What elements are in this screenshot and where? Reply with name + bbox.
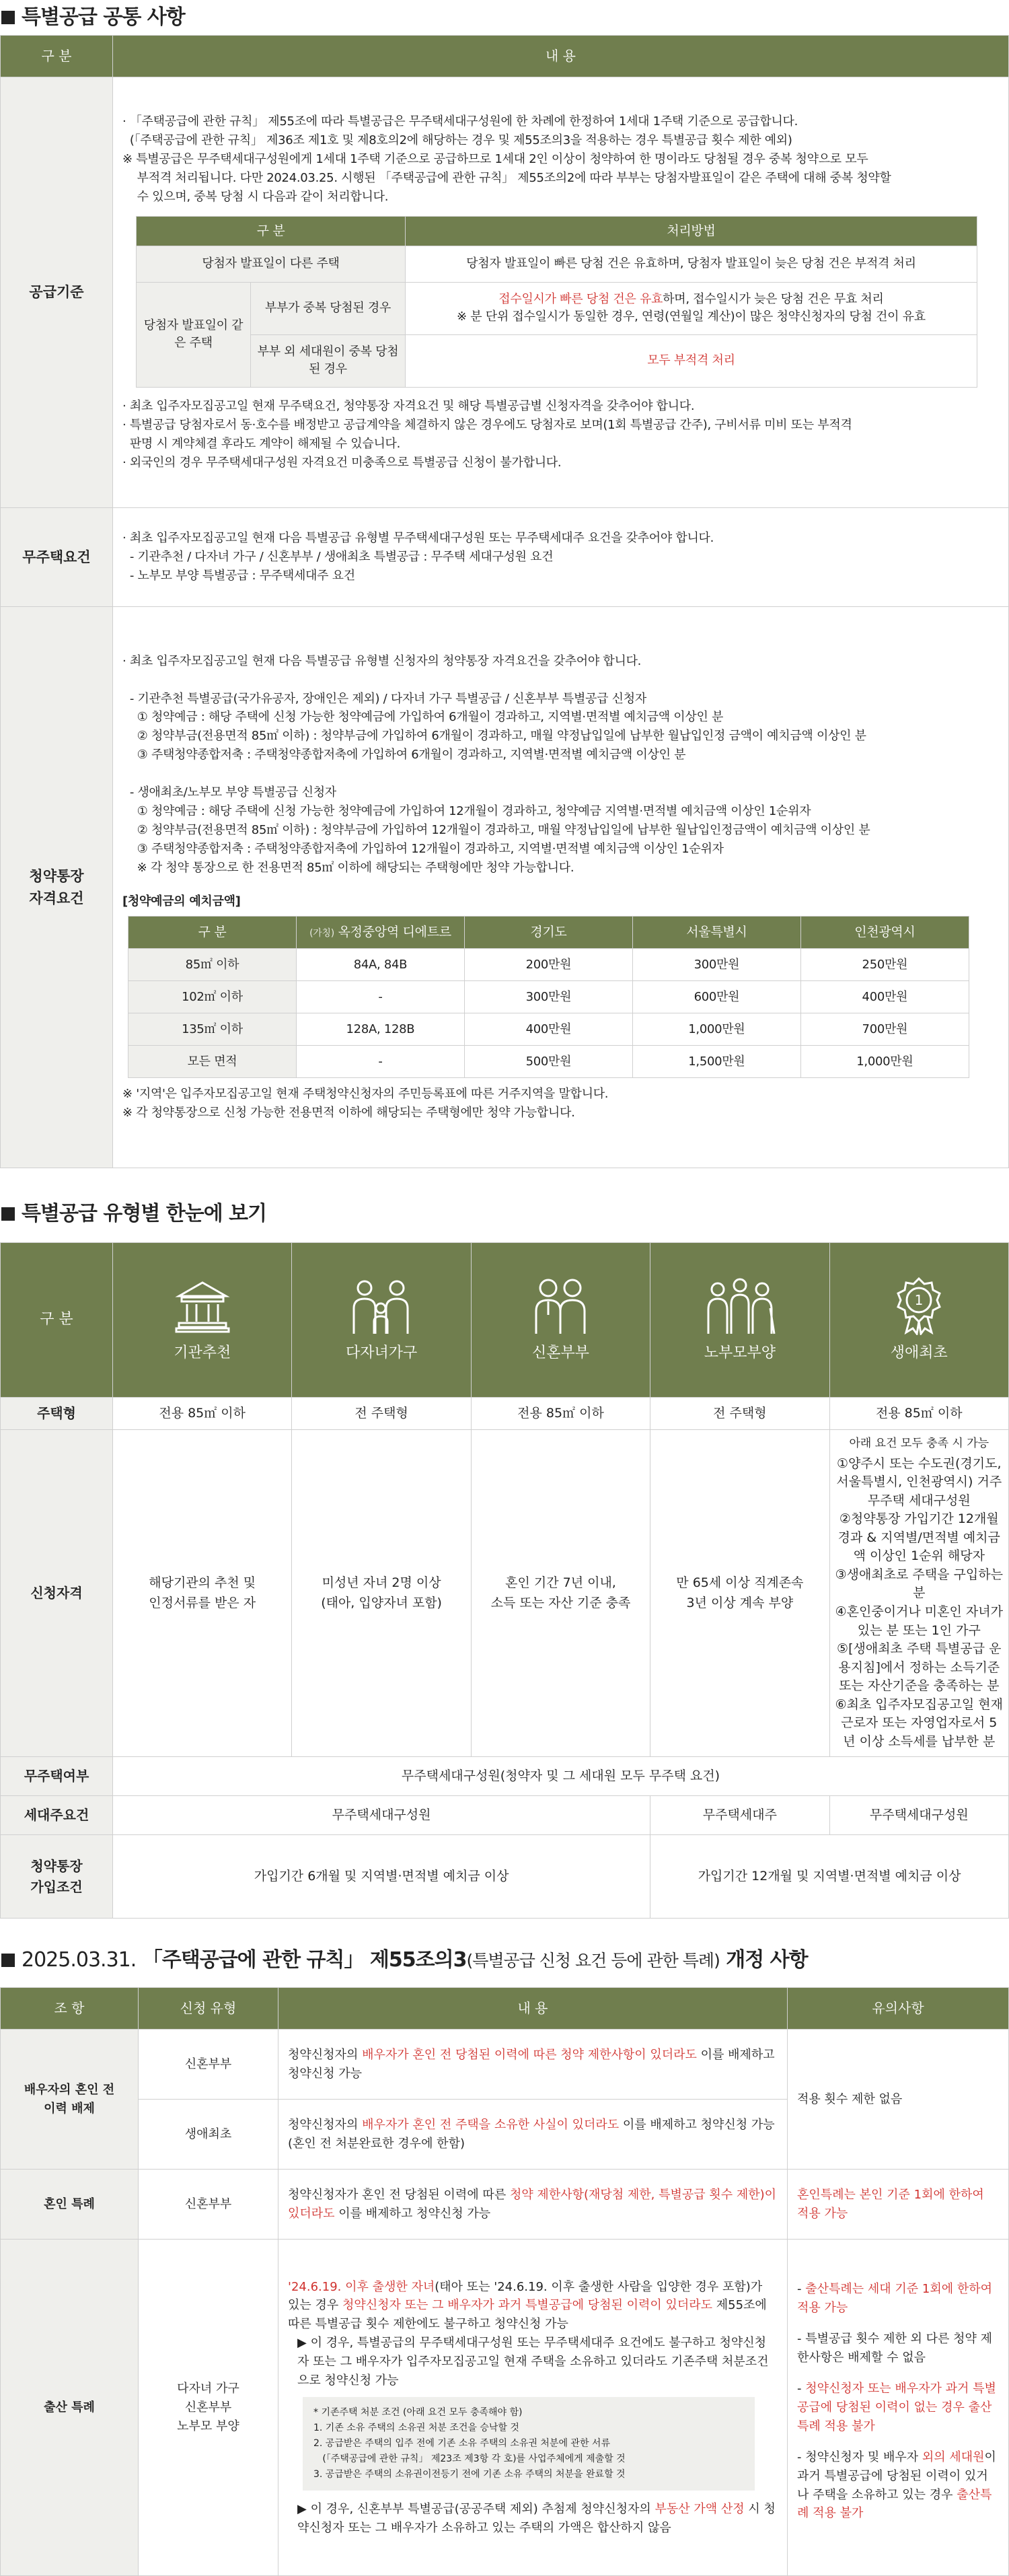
supply-content bbox=[113, 77, 1009, 508]
deposit-cell: 128A, 128B bbox=[296, 1013, 464, 1046]
rev-r3-b: ▶ 이 경우, 특별공급의 무주택세대구성원 또는 무주택세대주 요건에도 불구하고 청약신청자 또는 그 배우자가 입주자모집공고일 현재 주택을 소유하고 있더라도 기존주택 처분조건으로 청약신청 가능 bbox=[297, 2336, 769, 2388]
disposal-condition-line: 1. 기존 소유 주택의 소유권 처분 조건을 승낙할 것 bbox=[313, 2423, 519, 2434]
deposit-cell: 200만원 bbox=[464, 949, 632, 981]
row-qual-0: 해당기관의 추천 및 인정서류를 받은 자 bbox=[113, 1430, 292, 1757]
type-header-gubun: 구 분 bbox=[1, 1243, 113, 1398]
deposit-row bbox=[128, 1013, 969, 1046]
rev-r1b-type: 생애최초 bbox=[139, 2100, 278, 2170]
row-house-4: 전용 85㎡ 이하 bbox=[829, 1398, 1008, 1430]
section3-title: 2025.03.31. 「주택공급에 관한 규칙」 제55조의3(특별공급 신청 요건 등에 관한 특례) 개정 사항 bbox=[0, 1943, 1009, 1978]
deposit-row bbox=[128, 1046, 969, 1078]
type-overview-table bbox=[0, 1242, 1009, 1919]
row-head-v2: 무주택세대주 bbox=[650, 1796, 829, 1835]
rev-r2-type: 신혼부부 bbox=[139, 2170, 278, 2240]
account-line: · 최초 입주자모집공고일 현재 다음 특별공급 유형별 신청자의 청약통장 자격요건을 갖추어야 합니다. bbox=[122, 653, 642, 668]
firsttime-requirement: ②청약통장 가입기간 12개월 경과 & 지역별/면적별 예치금액 이상인 1순위 해당자 bbox=[837, 1511, 1000, 1564]
supply-line: 수 있으며, 중복 당첨 시 다음과 같이 처리합니다. bbox=[122, 190, 389, 205]
elderly-family-icon bbox=[703, 1275, 777, 1335]
rev-r1a-type: 신혼부부 bbox=[139, 2030, 278, 2100]
account-line: ① 청약예금 : 해당 주택에 신청 가능한 청약예금에 가입하여 12개월이 경과하고, 청약예금 지역별·면적별 예치금액 이상인 1순위자 bbox=[122, 803, 811, 818]
account-line: - 생애최초/노부모 부양 특별공급 신청자 bbox=[122, 785, 336, 800]
supply-line: ※ 특별공급은 무주택세대구성원에게 1세대 1주택 기준으로 공급하므로 1세대 2인 이상이 청약하여 한 명이라도 당첨될 경우 중복 청약으로 모두 bbox=[122, 152, 868, 167]
deposit-cell: 250만원 bbox=[800, 949, 969, 981]
firsttime-requirement: ③생애최초로 주택을 구입하는 분 bbox=[835, 1567, 1003, 1601]
sub-row1-text: 당첨자 발표일이 빠른 당첨 건은 유효하며, 당첨자 발표일이 늦은 당첨 건은 부적격 처리 bbox=[406, 246, 977, 282]
row-acct-v1: 가입기간 6개월 및 지역별·면적별 예치금 이상 bbox=[113, 1835, 650, 1919]
sub-row3-mid: 부부 외 세대원이 중복 당첨된 경우 bbox=[251, 334, 406, 387]
rev-r3-types: 다자녀 가구 신혼부부 노부모 부양 bbox=[139, 2240, 278, 2576]
deposit-cell: 모든 면적 bbox=[128, 1046, 297, 1078]
rev-h0: 조 항 bbox=[1, 1988, 139, 2030]
row-nohouse-val: 무주택세대구성원(청약자 및 그 세대원 모두 무주택 요건) bbox=[113, 1757, 1009, 1796]
deposit-cell: 102㎡ 이하 bbox=[128, 981, 297, 1013]
rev-r1-note: 적용 횟수 제한 없음 bbox=[788, 2030, 1009, 2170]
revision-table bbox=[0, 1987, 1009, 2576]
row-house-0: 전용 85㎡ 이하 bbox=[113, 1398, 292, 1430]
type-header-0: 기관추천 bbox=[113, 1243, 292, 1398]
supply-after-line: 판명 시 계약체결 후라도 계약이 해제될 수 있습니다. bbox=[122, 436, 401, 451]
row-house-1: 전 주택형 bbox=[292, 1398, 471, 1430]
account-line: ① 청약예금 : 해당 주택에 신청 가능한 청약예금에 가입하여 6개월이 경과하고, 지역별·면적별 예치금액 이상인 분 bbox=[122, 710, 724, 725]
dep-h4: 인천광역시 bbox=[800, 917, 969, 949]
duplicate-win-table bbox=[136, 216, 977, 388]
deposit-cell: 700만원 bbox=[800, 1013, 969, 1046]
disposal-condition-line: * 기존주택 처분 조건 (아래 요건 모두 충족해야 함) bbox=[313, 2406, 523, 2418]
supply-line: 부적격 처리됩니다. 다만 2024.03.25. 시행된 「주택공급에 관한 규칙」 제55조의2에 따라 부부는 당첨자발표일이 같은 주택에 대해 중복 청약할 bbox=[122, 171, 891, 186]
deposit-cell: 135㎡ 이하 bbox=[128, 1013, 297, 1046]
row-qual-3: 만 65세 이상 직계존속 3년 이상 계속 부양 bbox=[650, 1430, 829, 1757]
row-acct-v2: 가입기간 12개월 및 지역별·면적별 예치금 이상 bbox=[650, 1835, 1009, 1919]
deposit-cell: - bbox=[296, 981, 464, 1013]
row-qual-label: 신청자격 bbox=[1, 1430, 113, 1757]
type-header-3: 노부모부양 bbox=[650, 1243, 829, 1398]
row-head-v3: 무주택세대구성원 bbox=[829, 1796, 1008, 1835]
row-nohouse-label: 무주택여부 bbox=[1, 1757, 113, 1796]
rev-r1b-text: 청약신청자의 배우자가 혼인 전 주택을 소유한 사실이 있더라도 이를 배제하고 청약신청 가능(혼인 전 처분완료한 경우에 한함) bbox=[278, 2100, 788, 2170]
account-line: ② 청약부금(전용면적 85㎡ 이하) : 청약부금에 가입하여 12개월이 경과하고, 매월 약정납입일에 납부한 월납입인정금액이 예치금액 이상인 분 bbox=[122, 822, 870, 837]
row-qual-2: 혼인 기간 7년 이내, 소득 또는 자산 기준 충족 bbox=[471, 1430, 650, 1757]
deposit-cell: 400만원 bbox=[464, 1013, 632, 1046]
sub-header-method: 처리방법 bbox=[406, 216, 977, 246]
deposit-cell: 500만원 bbox=[464, 1046, 632, 1078]
medal-icon bbox=[889, 1275, 949, 1335]
dep-h3: 서울특별시 bbox=[632, 917, 800, 949]
rev-r1-label: 배우자의 혼인 전 이력 배제 bbox=[1, 2030, 139, 2170]
row-house-3: 전 주택형 bbox=[650, 1398, 829, 1430]
account-content bbox=[113, 607, 1009, 1168]
nohouse-line: - 기관추천 / 다자녀 가구 / 신혼부부 / 생애최초 특별공급 : 무주택 세대구성원 요건 bbox=[122, 550, 554, 565]
label-account: 청약통장 자격요건 bbox=[1, 607, 113, 1168]
account-note: ※ 각 청약통장으로 신청 가능한 전용면적 이하에 해당되는 주택형에만 청약 가능합니다. bbox=[122, 1106, 575, 1120]
account-line bbox=[122, 764, 999, 783]
family-icon bbox=[344, 1275, 418, 1335]
header-content: 내 용 bbox=[113, 36, 1009, 77]
row-house-2: 전용 85㎡ 이하 bbox=[471, 1398, 650, 1430]
nohouse-content bbox=[113, 508, 1009, 607]
nohouse-line: · 최초 입주자모집공고일 현재 다음 특별공급 유형별 무주택세대구성원 또는 무주택세대주 요건을 갖추어야 합니다. bbox=[122, 531, 714, 546]
deposit-cell: 300만원 bbox=[632, 949, 800, 981]
account-line bbox=[122, 671, 999, 690]
disposal-condition-line: (「주택공급에 관한 규칙」 제23조 제3항 각 호)를 사업주체에게 제출할 것 bbox=[313, 2454, 626, 2465]
rev-r2-label: 혼인 특례 bbox=[1, 2170, 139, 2240]
deposit-cell: 1,500만원 bbox=[632, 1046, 800, 1078]
account-line: - 기관추천 특별공급(국가유공자, 장애인은 제외) / 다자녀 가구 특별공급 / 신혼부부 특별공급 신청자 bbox=[122, 691, 646, 706]
label-nohouse: 무주택요건 bbox=[1, 508, 113, 607]
account-line: ③ 주택청약종합저축 : 주택청약종합저축에 가입하여 6개월이 경과하고, 지역별·면적별 예치금액 이상인 분 bbox=[122, 748, 686, 762]
sub-row2-label: 당첨자 발표일이 같은 주택 bbox=[137, 282, 251, 387]
supply-after-line: · 최초 입주자모집공고일 현재 무주택요건, 청약통장 자격요건 및 해당 특별공급별 신청자격을 갖추어야 합니다. bbox=[122, 398, 695, 413]
rev-h3: 유의사항 bbox=[788, 1988, 1009, 2030]
account-line: ③ 주택청약종합저축 : 주택청약종합저축에 가입하여 12개월이 경과하고, 지역별·면적별 예치금액 이상인 1순위자 bbox=[122, 841, 724, 856]
sub-row2-text: 접수일시가 빠른 당첨 건은 유효하며, 접수일시가 늦은 당첨 건은 무효 처리 ※ 분 단위 접수일시가 동일한 경우, 연령(연월일 계산)이 많은 청약신청자의 당첨 건이 유효 bbox=[406, 282, 977, 334]
deposit-title: [청약예금의 예치금액] bbox=[122, 894, 241, 908]
type-header-4: 1 생애최초 bbox=[829, 1243, 1008, 1398]
deposit-cell: 84A, 84B bbox=[296, 949, 464, 981]
rev-r2-note: 혼인특례는 본인 기준 1회에 한하여 적용 가능 bbox=[788, 2170, 1009, 2240]
nohouse-line: - 노부모 부양 특별공급 : 무주택세대주 요건 bbox=[122, 568, 355, 583]
row-head-label: 세대주요건 bbox=[1, 1796, 113, 1835]
deposit-cell: 85㎡ 이하 bbox=[128, 949, 297, 981]
row-qual-4: 아래 요건 모두 충족 시 가능 ①양주시 또는 수도권(경기도, 서울특별시, 인천광역시) 거주 무주택 세대구성원 ②청약통장 가입기간 12개월 경과 & 지역별/면적별 예치금액 이상인 1순위 해당자 ③생애최초로 주택을 구입하는 분 ④혼인중이거나 미혼인 자녀가 있는 분 또는 1인 가구 ⑤[생애최초 주택 특별공급 운용지침]에서 정하는 소득기준 또는 자산기준을 충족하는 분 ⑥최초 입주자모집공고일 현재 근로자 또는 자영업자로서 5년 이상 소득세를 납부한 분 bbox=[829, 1430, 1008, 1757]
dep-h0: 구 분 bbox=[128, 917, 297, 949]
common-rules-table bbox=[0, 35, 1009, 1168]
row-head-v1: 무주택세대구성원 bbox=[113, 1796, 650, 1835]
couple-icon bbox=[527, 1275, 594, 1335]
sub-row2-mid: 부부가 중복 당첨된 경우 bbox=[251, 282, 406, 334]
firsttime-requirement: ①양주시 또는 수도권(경기도, 서울특별시, 인천광역시) 거주 무주택 세대구성원 bbox=[836, 1456, 1002, 1508]
rev-r2-text: 청약신청자가 혼인 전 당첨된 이력에 따른 청약 제한사항(재당첨 제한, 특별공급 횟수 제한)이 있더라도 이를 배제하고 청약신청 가능 bbox=[278, 2170, 788, 2240]
row-acct-label: 청약통장 가입조건 bbox=[1, 1835, 113, 1919]
section2-title: 특별공급 유형별 한눈에 보기 bbox=[0, 1196, 1009, 1231]
deposit-cell: 300만원 bbox=[464, 981, 632, 1013]
firsttime-requirement: ⑤[생애최초 주택 특별공급 운용지침]에서 정하는 소득기준 또는 자산기준을 충족하는 분 bbox=[837, 1641, 1002, 1694]
account-line: ※ 각 청약 통장으로 한 전용면적 85㎡ 이하에 해당되는 주택형에만 청약 가능합니다. bbox=[122, 860, 574, 875]
type-header-2: 신혼부부 bbox=[471, 1243, 650, 1398]
supply-line: (「주택공급에 관한 규칙」 제36조 제1호 및 제8호의2에 해당하는 경우 및 제55조의3을 적용하는 경우 특별공급 횟수 제한 예외) bbox=[122, 133, 792, 148]
supply-after-line: · 특별공급 당첨자로서 동·호수를 배정받고 공급계약을 체결하지 않은 경우에도 당첨자로 보며(1회 특별공급 간주), 구비서류 미비 또는 부적격 bbox=[122, 417, 852, 432]
row-house-label: 주택형 bbox=[1, 1398, 113, 1430]
firsttime-requirement: ④혼인중이거나 미혼인 자녀가 있는 분 또는 1인 가구 bbox=[835, 1604, 1003, 1638]
rev-r3-text: '24.6.19. 이후 출생한 자녀(태아 또는 '24.6.19. 이후 출생한 사람을 입양한 경우 포함)가 있는 경우 청약신청자 또는 그 배우자가 과거 특별공급에 당첨된 이력이 있더라도 제55조에 따른 특별공급 횟수 제한에도 불구하고 청약신청 가능 ▶ 이 경우, 특별공급의 무주택세대구성원 또는 무주택세대주 요건에도 불구하고 청약신청자 또는 그 배우자가 입주자모집공고일 현재 주택을 소유하고 있더라도 기존주택 처분조건으로 청약신청 가능 * 기존주택 처분 조건 (아래 요건 모두 충족해야 함) 1. 기존 소유 주택의 소유권 처분 조건을 승낙할 것 2. 공급받은 주택의 입주 전에 기존 소유 주택의 소유권 처분에 관한 서류 (「주택공급에 관한 규칙」 제23조 제3항 각 호)를 사업주체에게 제출할 것 3. 공급받은 주택의 소유권이전등기 전에 기존 소유 주택의 처분을 완료할 것 ▶ 이 경우, 신혼부부 특별공급(공공주택 제외) 추첨제 청약신청자의 부동산 가액 산정 시 청약신청자 또는 그 배우자가 소유하고 있는 주택의 가액은 합산하지 않음 bbox=[278, 2240, 788, 2576]
svg-text:1: 1 bbox=[914, 1292, 924, 1309]
deposit-cell: 600만원 bbox=[632, 981, 800, 1013]
firsttime-requirement: ⑥최초 입주자모집공고일 현재 근로자 또는 자영업자로서 5년 이상 소득세를 납부한 분 bbox=[835, 1696, 1003, 1749]
rev-h1: 신청 유형 bbox=[139, 1988, 278, 2030]
disposal-condition-box bbox=[303, 2397, 755, 2491]
dep-h2: 경기도 bbox=[464, 917, 632, 949]
deposit-cell: 400만원 bbox=[800, 981, 969, 1013]
deposit-cell: 1,000만원 bbox=[632, 1013, 800, 1046]
deposit-table bbox=[128, 916, 969, 1078]
supply-after-lines bbox=[122, 397, 999, 472]
section1-title: 특별공급 공통 사항 bbox=[0, 0, 1009, 35]
account-note: ※ '지역'은 입주자모집공고일 현재 주택청약신청자의 주민등록표에 따른 거주지역을 말합니다. bbox=[122, 1087, 609, 1102]
supply-lines bbox=[122, 112, 999, 206]
sub-row3-text: 모두 부적격 처리 bbox=[406, 334, 977, 387]
deposit-row bbox=[128, 981, 969, 1013]
sub-header-gubun: 구 분 bbox=[137, 216, 406, 246]
type-header-1: 다자녀가구 bbox=[292, 1243, 471, 1398]
disposal-condition-line: 3. 공급받은 주택의 소유권이전등기 전에 기존 소유 주택의 처분을 완료할 것 bbox=[313, 2469, 626, 2480]
rev-h2: 내 용 bbox=[278, 1988, 788, 2030]
account-line: ② 청약부금(전용면적 85㎡ 이하) : 청약부금에 가입하여 6개월이 경과하고, 매월 약정납입일에 납부한 월납입인정 금액이 예치금액 이상인 분 bbox=[122, 729, 866, 744]
rev-r3-label: 출산 특례 bbox=[1, 2240, 139, 2576]
header-gubun: 구 분 bbox=[1, 36, 113, 77]
deposit-cell: - bbox=[296, 1046, 464, 1078]
supply-after-line: · 외국인의 경우 무주택세대구성원 자격요건 미충족으로 특별공급 신청이 불가합니다. bbox=[122, 455, 562, 470]
rev-r1a-text: 청약신청자의 배우자가 혼인 전 당첨된 이력에 따른 청약 제한사항이 있더라도 이를 배제하고 청약신청 가능 bbox=[278, 2030, 788, 2100]
rev-r3-notes: - 출산특례는 세대 기준 1회에 한하여 적용 가능 - 특별공급 횟수 제한 외 다른 청약 제한사항은 배제할 수 없음 - 청약신청자 또는 배우자가 과거 특별공급에 당첨된 이력이 없는 경우 출산특례 적용 불가 - 청약신청자 및 배우자 외의 세대원이 과거 특별공급에 당첨된 이력이 있거나 주택을 소유하고 있는 경우 출산특례 적용 불가 bbox=[788, 2240, 1009, 2576]
label-supply: 공급기준 bbox=[1, 77, 113, 508]
deposit-row bbox=[128, 949, 969, 981]
institution-icon bbox=[172, 1275, 233, 1335]
row-qual-1: 미성년 자녀 2명 이상 (태아, 입양자녀 포함) bbox=[292, 1430, 471, 1757]
dep-h1: (가칭) 옥정중앙역 디에트르 bbox=[296, 917, 464, 949]
disposal-condition-line: 2. 공급받은 주택의 입주 전에 기존 소유 주택의 소유권 처분에 관한 서류 bbox=[313, 2438, 610, 2449]
sub-row1-label: 당첨자 발표일이 다른 주택 bbox=[137, 246, 406, 282]
deposit-cell: 1,000만원 bbox=[800, 1046, 969, 1078]
supply-line: · 「주택공급에 관한 규칙」 제55조에 따라 특별공급은 무주택세대구성원에 한 차례에 한정하여 1세대 1주택 기준으로 공급합니다. bbox=[122, 114, 798, 129]
